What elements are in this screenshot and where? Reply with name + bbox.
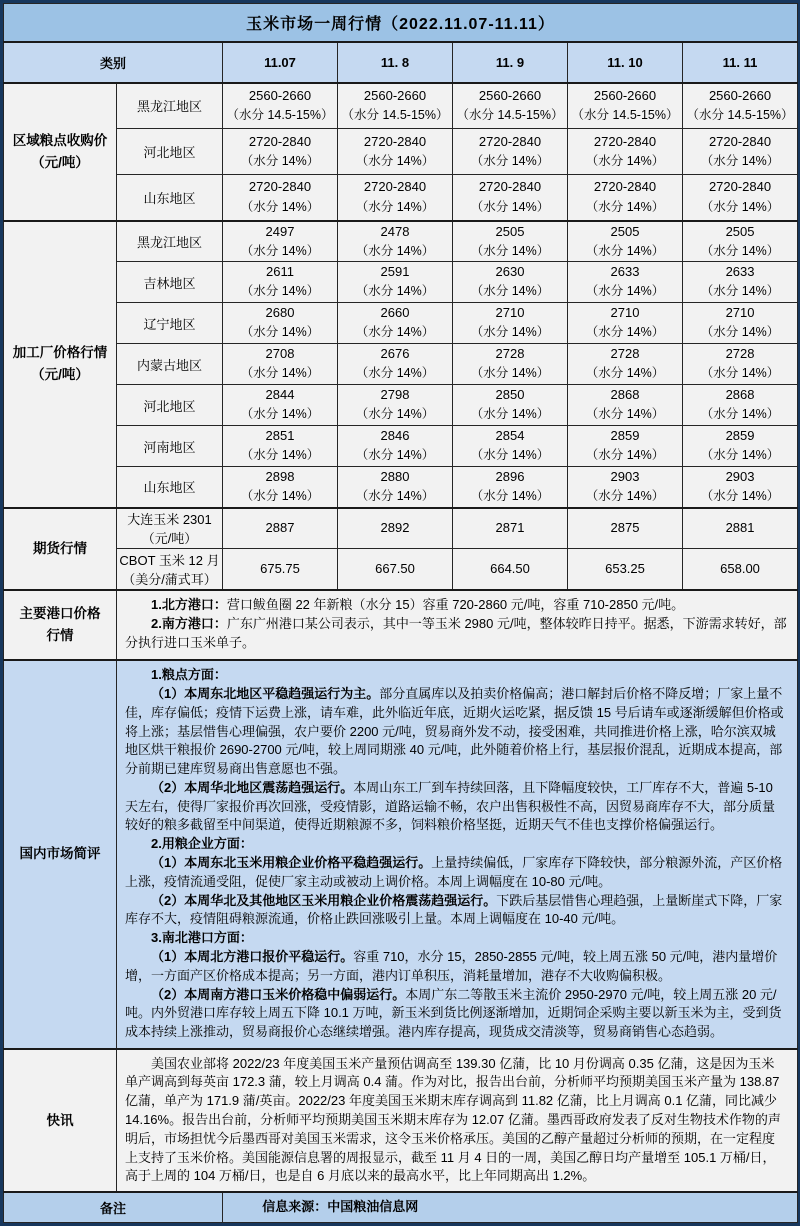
news-text-block [117, 1049, 798, 1193]
price-cell: 2728 （水分 14%） [683, 344, 798, 385]
price-cell: 2720-2840 （水分 14%） [568, 175, 683, 221]
row-label: 河北地区 [117, 385, 223, 426]
price-cell: 2560-2660 （水分 14.5-15%） [568, 83, 683, 129]
price-cell: 2560-2660 （水分 14.5-15%） [223, 83, 338, 129]
section-label-factory-price: 加工厂价格行情 （元/吨） [4, 221, 117, 508]
price-cell: 2710 （水分 14%） [453, 303, 568, 344]
price-cell: 2880 （水分 14%） [338, 467, 453, 508]
table-row [4, 221, 798, 262]
ports-text-block [117, 590, 798, 660]
futures-price-cell: 2881 [683, 508, 798, 549]
price-cell: 2710 （水分 14%） [683, 303, 798, 344]
row-label: 辽宁地区 [117, 303, 223, 344]
table-row [4, 344, 798, 385]
column-header-date: 11. 8 [338, 42, 453, 83]
price-cell: 2720-2840 （水分 14%） [683, 175, 798, 221]
price-cell: 2903 （水分 14%） [568, 467, 683, 508]
row-label: 黑龙江地区 [117, 83, 223, 129]
row-label: 吉林地区 [117, 262, 223, 303]
price-cell: 2850 （水分 14%） [453, 385, 568, 426]
header-row [4, 42, 798, 83]
futures-price-cell: 2871 [453, 508, 568, 549]
price-cell: 2497 （水分 14%） [223, 221, 338, 262]
price-cell: 2896 （水分 14%） [453, 467, 568, 508]
price-cell: 2868 （水分 14%） [568, 385, 683, 426]
futures-price-cell: 675.75 [223, 549, 338, 590]
price-cell: 2844 （水分 14%） [223, 385, 338, 426]
price-cell: 2633 （水分 14%） [683, 262, 798, 303]
price-cell: 2851 （水分 14%） [223, 426, 338, 467]
paragraph: （2）本周华北地区震荡趋强运行。本周山东工厂到车持续回落，且下降幅度较快，工厂库存不大，普遍 5-10 天左右，使得厂家报价再次回涨，受疫情影，道路运输不畅，农户出售积极性不高，因贸易商库存不大，部分质量较好的粮多截留至中间渠道，使得近期粮源不多，饲料粮价格坚挺，近期天气不佳也支撑价格偏强运行。 [125, 779, 776, 833]
section-label-review: 国内市场简评 [4, 660, 117, 1049]
row-label: 山东地区 [117, 467, 223, 508]
table-row [4, 590, 798, 660]
price-cell: 2505 （水分 14%） [568, 221, 683, 262]
price-cell: 2859 （水分 14%） [568, 426, 683, 467]
price-cell: 2720-2840 （水分 14%） [683, 129, 798, 175]
paragraph: （2）本周南方港口玉米价格稳中偏弱运行。本周广东二等散玉米主流价 2950-2970 元/吨，较上周五涨 20 元/吨。内外贸港口库存较上周五下降 10.1 万吨，新玉米到货比例逐渐增加，近期饲企采购主要以新玉米为主，受到货成本持续上涨推动，贸易商报价心态继续增强。港内库存提高，现货成交清淡等，贸易商销售心态趋弱。 [125, 986, 782, 1040]
price-cell: 2611 （水分 14%） [223, 262, 338, 303]
price-cell: 2505 （水分 14%） [683, 221, 798, 262]
section-label-region-price: 区域粮点收购价 （元/吨） [4, 83, 117, 221]
price-cell: 2633 （水分 14%） [568, 262, 683, 303]
column-header-date: 11. 10 [568, 42, 683, 83]
table-row [4, 508, 798, 549]
price-cell: 2720-2840 （水分 14%） [223, 175, 338, 221]
paragraph: （2）本周华北及其他地区玉米用粮企业价格震荡趋强运行。下跌后基层惜售心理趋强，上量断崖式下降，厂家库存不大，疫情阻碍粮源流通，价格止跌回涨吸引上量。本周上调幅度在 10-40 元/吨。 [125, 892, 783, 927]
section-label-futures: 期货行情 [4, 508, 117, 590]
price-cell: 2720-2840 （水分 14%） [223, 129, 338, 175]
row-label: 河北地区 [117, 129, 223, 175]
row-label: 内蒙古地区 [117, 344, 223, 385]
paragraph: （1）本周东北玉米用粮企业价格平稳趋强运行。上量持续偏低，厂家库存下降较快，部分粮源外流，产区价格上涨，疫情流通受阻，促使厂家主动或被动上调价格。本周上调幅度在 10-80 元/吨。 [125, 855, 783, 889]
price-cell: 2728 （水分 14%） [453, 344, 568, 385]
row-label: 山东地区 [117, 175, 223, 221]
paragraph: 美国农业部将 2022/23 年度美国玉米产量预估调高至 139.30 亿蒲，比 10 月份调高 0.35 亿蒲，这是因为玉米单产调高到每英亩 172.3 蒲，较上月调高 0.4 蒲。作为对比，报告出台前，分析师平均预期美国玉米产量为 138.87 亿蒲，单产为 171.9 蒲/英亩。2022/23 年度美国玉米期末库存调高到 11.82 亿蒲，比上月调高 0.1 亿蒲，同比减少 14.16%。报告出台前，分析师平均预期美国玉米期末库存为 12.07 亿蒲。墨西哥政府发表了反对生物技术作物的声明后，市场担忧今后墨西哥对美国玉米需求，这令玉米价格承压。美国的乙醇产量超过分析师的预期，在一定程度上支持了玉米价格。美国能源信息署的周报显示，截至 11 月 4 日的一周，美国乙醇日均产量增至 105.1 万桶/日，高于上周的 104 万桶/日，也是自 6 月底以来的最高水平，比上年同期高出 1.2%。 [125, 1055, 781, 1184]
table-row [4, 660, 798, 1049]
price-cell: 2720-2840 （水分 14%） [453, 175, 568, 221]
table-row [4, 129, 798, 175]
futures-price-cell: 2892 [338, 508, 453, 549]
futures-price-cell: 667.50 [338, 549, 453, 590]
price-cell: 2560-2660 （水分 14.5-15%） [683, 83, 798, 129]
price-cell: 2859 （水分 14%） [683, 426, 798, 467]
table-row [4, 1049, 798, 1193]
price-cell: 2798 （水分 14%） [338, 385, 453, 426]
price-cell: 2630 （水分 14%） [453, 262, 568, 303]
table-row [4, 549, 798, 590]
price-cell: 2560-2660 （水分 14.5-15%） [338, 83, 453, 129]
price-cell: 2903 （水分 14%） [683, 467, 798, 508]
price-cell: 2708 （水分 14%） [223, 344, 338, 385]
column-header-date: 11. 9 [453, 42, 568, 83]
table-row [4, 303, 798, 344]
column-header-date: 11.07 [223, 42, 338, 83]
price-cell: 2676 （水分 14%） [338, 344, 453, 385]
price-cell: 2868 （水分 14%） [683, 385, 798, 426]
review-text-block [117, 660, 798, 1049]
table-row [4, 4, 798, 42]
price-cell: 2720-2840 （水分 14%） [338, 175, 453, 221]
corn-market-weekly-table [3, 3, 798, 1223]
column-header-category: 类别 [4, 42, 223, 83]
table-row [4, 262, 798, 303]
row-label: 黑龙江地区 [117, 221, 223, 262]
price-cell: 2680 （水分 14%） [223, 303, 338, 344]
table-row [4, 1192, 798, 1222]
paragraph: 2.南方港口：广东广州港口某公司表示，其中一等玉米 2980 元/吨，整体较昨日持平。据悉，下游需求转好，部分执行进口玉米单子。 [125, 616, 787, 650]
price-cell: 2720-2840 （水分 14%） [338, 129, 453, 175]
section-label-remark: 备注 [4, 1192, 223, 1222]
table-row [4, 83, 798, 129]
price-cell: 2660 （水分 14%） [338, 303, 453, 344]
table-row [4, 385, 798, 426]
section-label-ports: 主要港口价格 行情 [4, 590, 117, 660]
paragraph: （1）本周北方港口报价平稳运行。容重 710，水分 15，2850-2855 元/吨，较上周五涨 50 元/吨，港内量增价增，一方面产区价格成本提高；另一方面，港内订单积压，消耗量增加，港存不大收购偏积极。 [125, 949, 778, 983]
page-title: 玉米市场一周行情（2022.11.07-11.11） [4, 4, 798, 42]
price-cell: 2591 （水分 14%） [338, 262, 453, 303]
row-label: 大连玉米 2301 （元/吨） [117, 508, 223, 549]
paragraph: （1）本周东北地区平稳趋强运行为主。部分直属库以及拍卖价格偏高；港口解封后价格不降反增；厂家上量不佳，库存偏低；疫情下运费上涨，请车难，此外临近年底，近期火运吃紧，据反馈 15 号后请车或逐渐缓解但价格或将上涨；基层惜售心理偏强，农户要价 2200 元/吨，贸易商外发不动，接受困难，共同推进价格上涨，哈尔滨双城地区烘干粮报价 2690-2700 元/吨，较上周同期涨 40 元/吨，此外随着价格上行，基层报价混乱，近期成本提高，部分前期已建库贸易商出售意愿也不强。 [125, 685, 784, 777]
paragraph: 1.粮点方面： [151, 667, 227, 683]
section-label-news: 快讯 [4, 1049, 117, 1193]
price-cell: 2478 （水分 14%） [338, 221, 453, 262]
price-cell: 2728 （水分 14%） [568, 344, 683, 385]
paragraph: 信息来源：中国粮油信息网 [262, 1199, 419, 1215]
column-header-date: 11. 11 [683, 42, 798, 83]
table-row [4, 175, 798, 221]
price-cell: 2720-2840 （水分 14%） [453, 129, 568, 175]
price-cell: 2710 （水分 14%） [568, 303, 683, 344]
row-label: 河南地区 [117, 426, 223, 467]
futures-price-cell: 2887 [223, 508, 338, 549]
futures-price-cell: 2875 [568, 508, 683, 549]
table-row [4, 467, 798, 508]
price-cell: 2898 （水分 14%） [223, 467, 338, 508]
price-cell: 2560-2660 （水分 14.5-15%） [453, 83, 568, 129]
paragraph: 3.南北港口方面： [151, 930, 253, 946]
remark-text [223, 1192, 798, 1222]
price-cell: 2854 （水分 14%） [453, 426, 568, 467]
paragraph: 2.用粮企业方面： [151, 836, 253, 852]
price-cell: 2846 （水分 14%） [338, 426, 453, 467]
table-row [4, 426, 798, 467]
futures-price-cell: 653.25 [568, 549, 683, 590]
price-cell: 2720-2840 （水分 14%） [568, 129, 683, 175]
price-cell: 2505 （水分 14%） [453, 221, 568, 262]
row-label: CBOT 玉米 12 月 （美分/蒲式耳） [117, 549, 223, 590]
futures-price-cell: 658.00 [683, 549, 798, 590]
futures-price-cell: 664.50 [453, 549, 568, 590]
paragraph: 1.北方港口：营口鲅鱼圈 22 年新粮（水分 15）容重 720-2860 元/吨，容重 710-2850 元/吨。 [151, 597, 685, 613]
